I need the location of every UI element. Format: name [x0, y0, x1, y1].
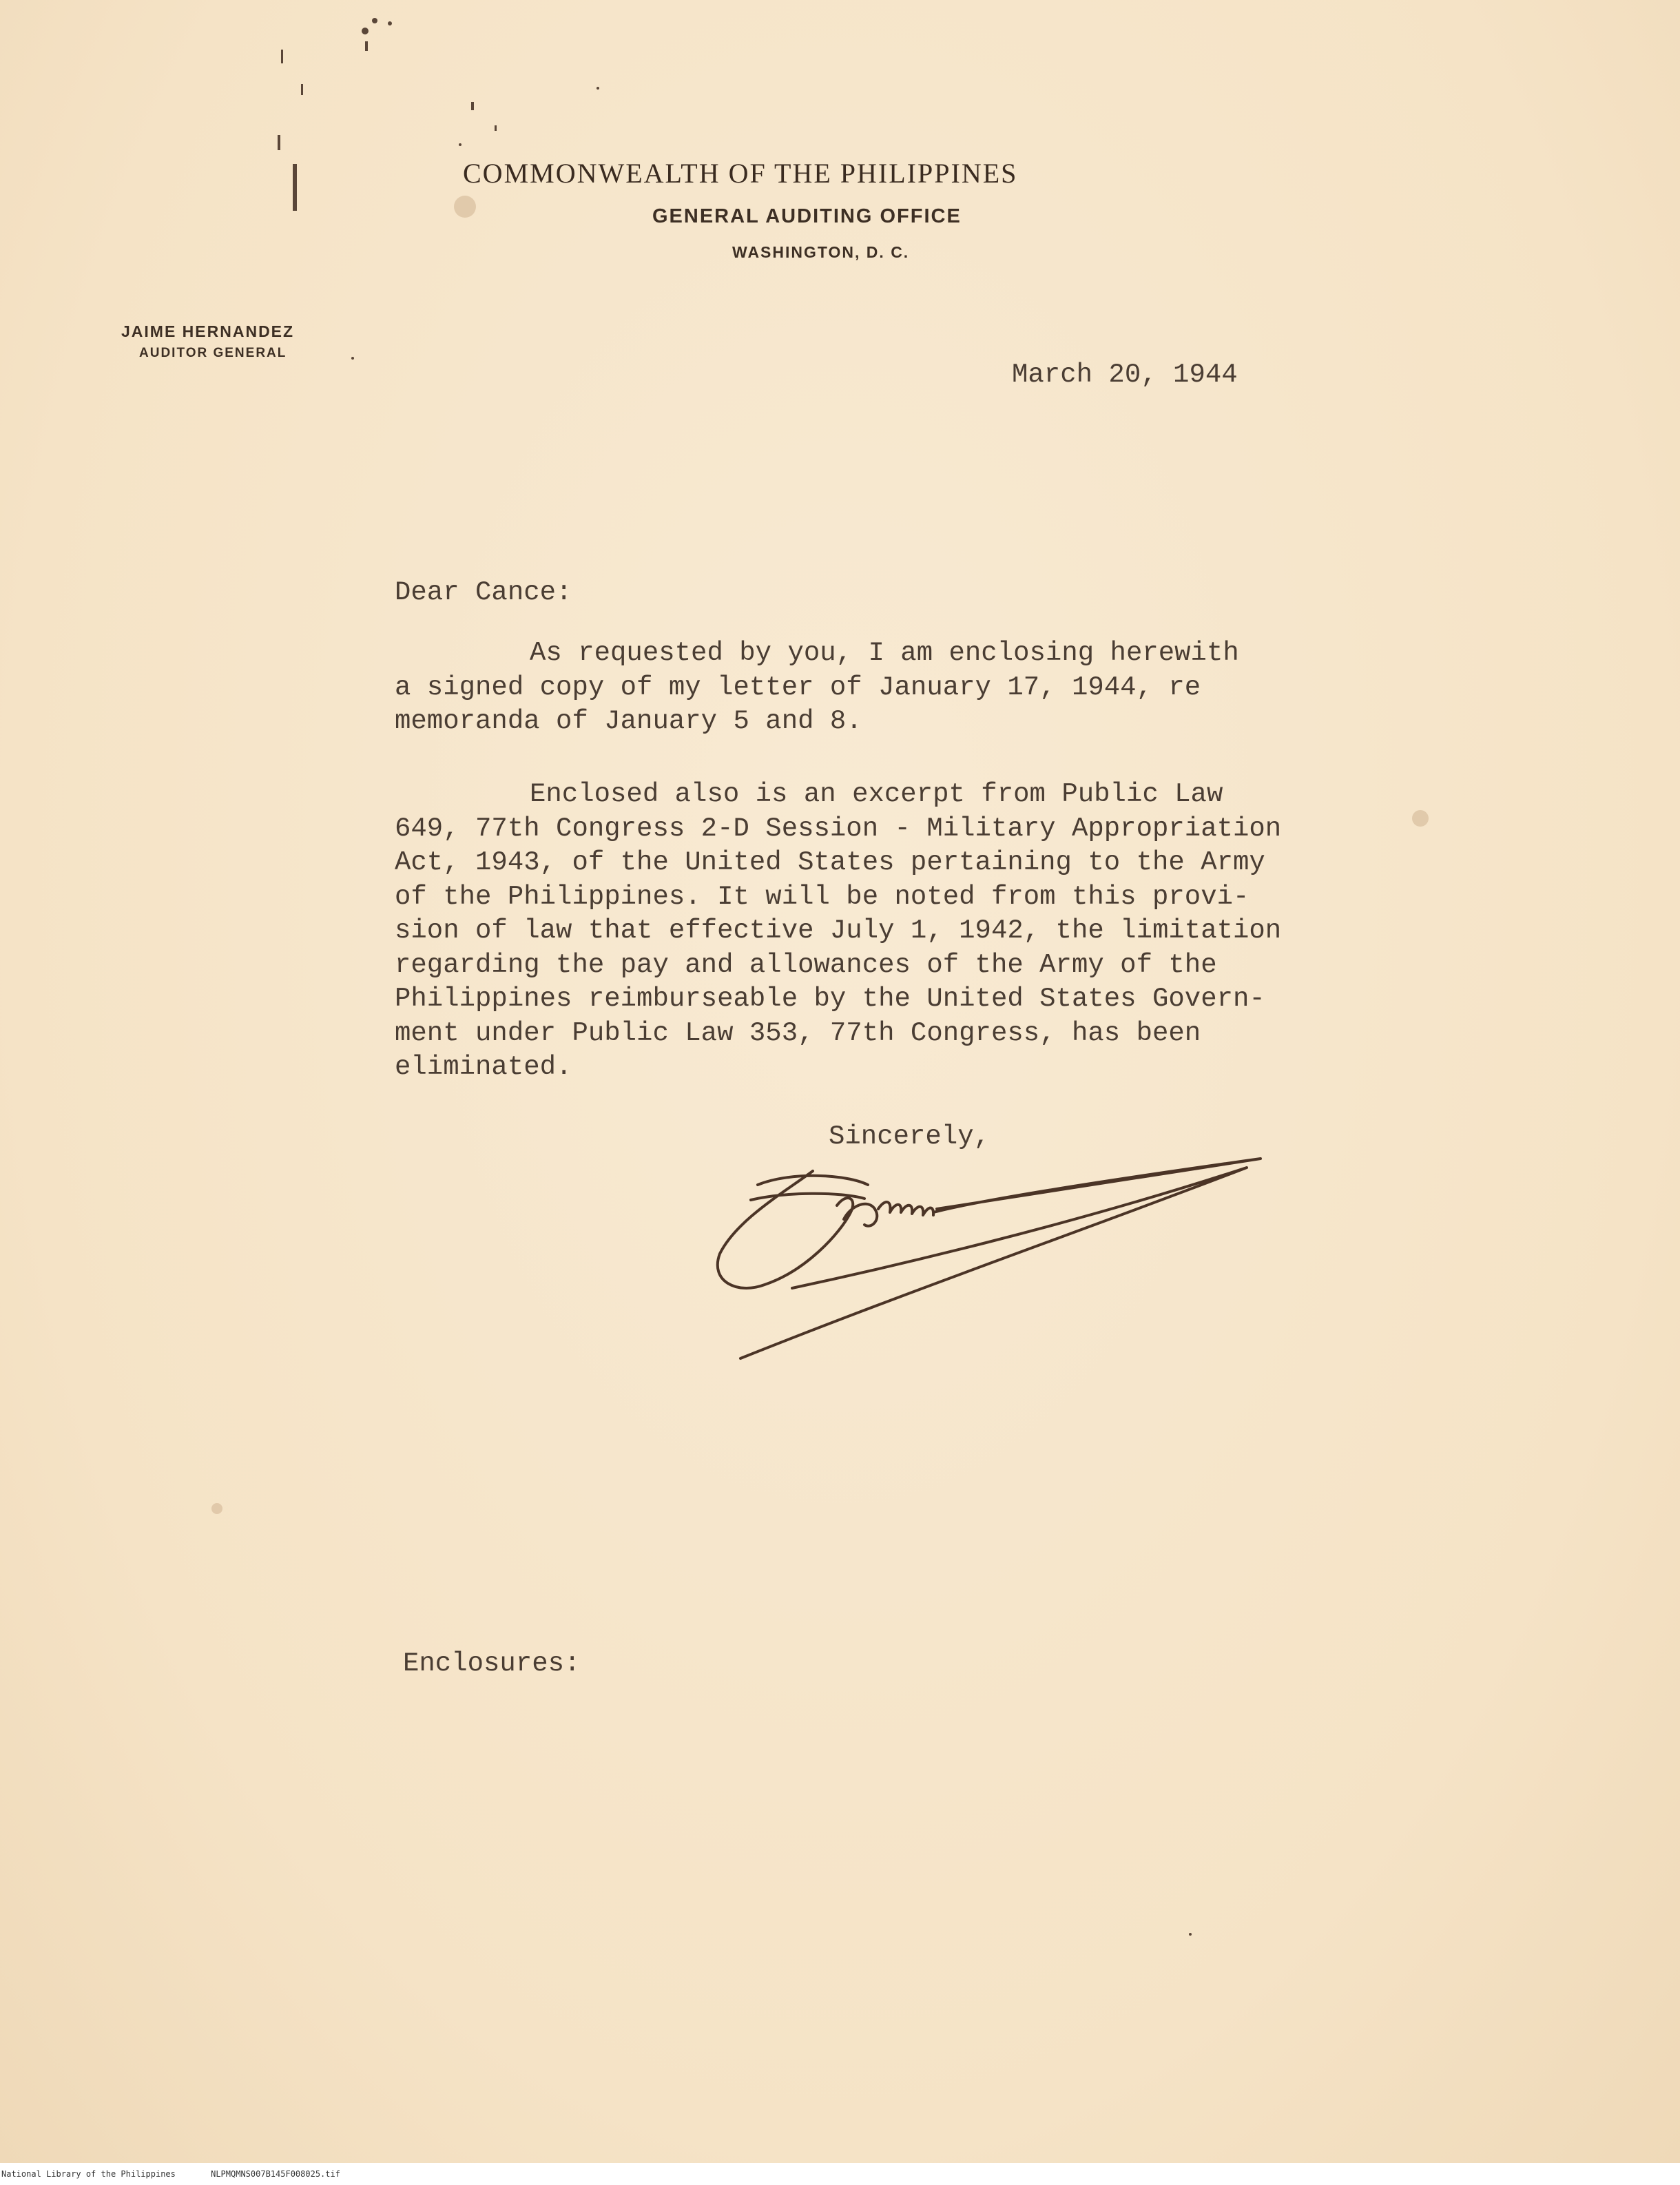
enclosures-label: Enclosures:: [403, 1648, 581, 1679]
archive-footer: [1, 2169, 371, 2179]
paragraph-line: ment under Public Law 353, 77th Congress, has been: [395, 1017, 1201, 1048]
paragraph-line: of the Philippines. It will be noted from this provi-: [395, 881, 1249, 912]
letterhead-city: WASHINGTON, D. C.: [732, 243, 910, 261]
sender-title: AUDITOR GENERAL: [139, 346, 287, 360]
sender-name: JAIME HERNANDEZ: [121, 322, 295, 340]
closing: Sincerely,: [829, 1121, 991, 1152]
paragraph-line: memoranda of January 5 and 8.: [395, 706, 862, 736]
paragraph-line: a signed copy of my letter of January 17, 1944, re: [395, 672, 1201, 703]
letterhead-office: GENERAL AUDITING OFFICE: [652, 205, 962, 227]
paragraph-2: [395, 778, 1281, 1085]
salutation: Dear Cance:: [395, 577, 572, 608]
file-name: NLPMQMNS007B145F008025.tif: [211, 2169, 340, 2179]
paragraph-line: 649, 77th Congress 2-D Session - Military Appropriation: [395, 813, 1282, 844]
paragraph-line: regarding the pay and allowances of the Army of the: [395, 949, 1217, 980]
paragraph-line: As requested by you, I am enclosing herewith: [530, 638, 1239, 668]
paragraph-line: Act, 1943, of the United States pertaining to the Army: [395, 847, 1265, 878]
paragraph-line: sion of law that effective July 1, 1942, the limitation: [395, 915, 1282, 946]
handwritten-signature: [709, 1143, 1274, 1364]
paragraph-line: eliminated.: [395, 1052, 572, 1082]
library-credit: National Library of the Philippines: [1, 2169, 176, 2179]
letter-date: March 20, 1944: [1012, 360, 1238, 390]
paragraph-line: Enclosed also is an excerpt from Public Law: [530, 779, 1223, 809]
paragraph-1: [395, 636, 1239, 739]
letterhead-title: COMMONWEALTH OF THE PHILIPPINES: [463, 158, 1018, 189]
paragraph-line: Philippines reimburseable by the United States Govern-: [395, 984, 1265, 1014]
